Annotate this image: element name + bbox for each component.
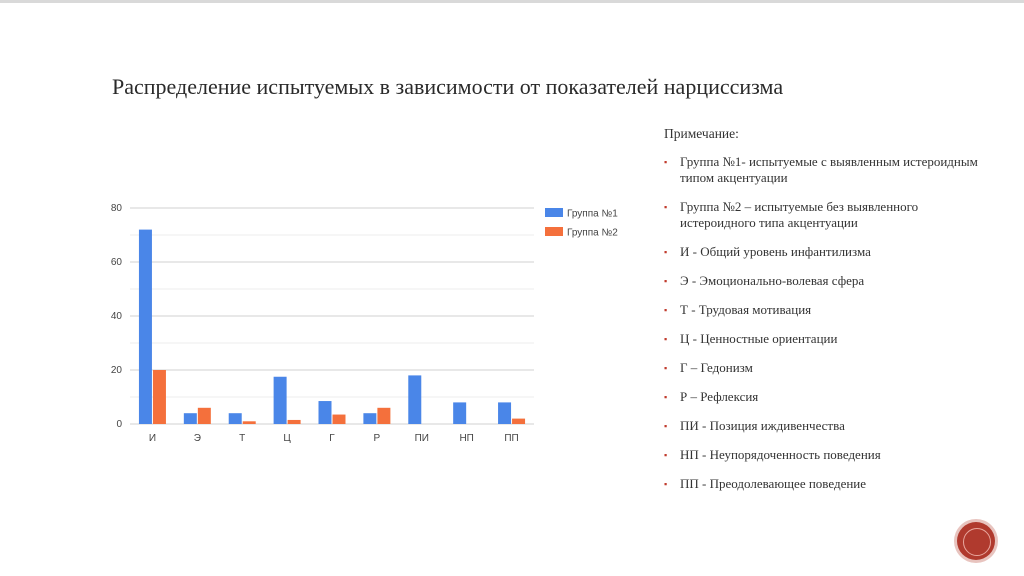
note-text: Э - Эмоционально-волевая сфера xyxy=(680,273,865,288)
bullet-icon: ▪ xyxy=(664,305,668,315)
y-tick-label: 20 xyxy=(110,365,122,376)
bar-group2 xyxy=(243,421,256,424)
note-text: И - Общий уровень инфантилизма xyxy=(680,244,871,259)
x-tick-label: Г xyxy=(329,433,335,444)
note-item xyxy=(664,476,984,492)
y-tick-label: 40 xyxy=(110,311,122,322)
bar-group2 xyxy=(198,408,211,424)
bar-group2 xyxy=(377,408,390,424)
bar-group1 xyxy=(229,413,242,424)
chart-svg xyxy=(96,196,636,450)
bullet-icon: ▪ xyxy=(664,334,668,344)
y-tick-label: 80 xyxy=(110,203,122,214)
note-item xyxy=(664,154,984,186)
note-text: Группа №1- испытуемые с выявленным истероидным типом акцентуации xyxy=(680,154,978,185)
slide-number-badge-ring xyxy=(963,528,991,556)
slide-title: Распределение испытуемых в зависимости от показателей нарциссизма xyxy=(112,74,784,99)
x-tick-label: Р xyxy=(373,433,381,444)
top-rule xyxy=(0,0,1024,3)
note-item xyxy=(664,389,984,405)
y-tick-label: 0 xyxy=(116,419,122,430)
legend-swatch xyxy=(545,227,563,236)
bullet-icon: ▪ xyxy=(664,421,668,431)
notes-list xyxy=(664,154,984,492)
bar-group1 xyxy=(453,402,466,424)
x-tick-label: НП xyxy=(459,433,474,444)
notes-panel xyxy=(664,126,984,505)
bar-group2 xyxy=(333,415,346,424)
bar-group1 xyxy=(319,401,332,424)
bar-group1 xyxy=(274,377,287,424)
x-tick-label: ПП xyxy=(504,433,519,444)
bullet-icon: ▪ xyxy=(664,247,668,257)
note-text: ПП - Преодолевающее поведение xyxy=(680,476,867,491)
note-item xyxy=(664,418,984,434)
note-text: НП - Неупорядоченность поведения xyxy=(680,447,881,462)
bar-group1 xyxy=(408,375,421,424)
x-tick-label: ПИ xyxy=(414,433,429,444)
bullet-icon: ▪ xyxy=(664,276,668,286)
note-item xyxy=(664,331,984,347)
legend-label: Группа №1 xyxy=(567,208,618,220)
x-tick-label: И xyxy=(148,433,157,444)
note-item xyxy=(664,360,984,376)
bullet-icon: ▪ xyxy=(664,392,668,402)
y-tick-label: 60 xyxy=(110,257,122,268)
note-text: Г – Гедонизм xyxy=(680,360,753,375)
bar-group1 xyxy=(498,402,511,424)
bar-group1 xyxy=(363,413,376,424)
bar-chart xyxy=(96,196,636,450)
x-tick-label: Т xyxy=(239,433,246,444)
note-item xyxy=(664,447,984,463)
x-tick-label: Ц xyxy=(283,433,291,444)
note-text: ПИ - Позиция иждивенчества xyxy=(680,418,845,433)
legend-swatch xyxy=(545,208,563,217)
bullet-icon: ▪ xyxy=(664,363,668,373)
x-tick-label: Э xyxy=(193,433,201,444)
bullet-icon: ▪ xyxy=(664,450,668,460)
bullet-icon: ▪ xyxy=(664,157,668,167)
note-text: Ц - Ценностные ориентации xyxy=(680,331,838,346)
note-item xyxy=(664,244,984,260)
note-text: Т - Трудовая мотивация xyxy=(680,302,812,317)
bar-group2 xyxy=(153,370,166,424)
note-text: Группа №2 – испытуемые без выявленного истероидного типа акцентуации xyxy=(680,199,919,230)
note-item xyxy=(664,302,984,318)
note-item xyxy=(664,199,984,231)
slide-number-badge xyxy=(957,522,995,560)
note-item xyxy=(664,273,984,289)
notes-heading: Примечание: xyxy=(664,126,739,141)
legend-label: Группа №2 xyxy=(567,227,618,239)
note-text: Р – Рефлексия xyxy=(680,389,759,404)
bar-group2 xyxy=(288,420,301,424)
bar-group2 xyxy=(512,419,525,424)
bullet-icon: ▪ xyxy=(664,202,668,212)
bar-group1 xyxy=(139,230,152,424)
bar-group1 xyxy=(184,413,197,424)
bullet-icon: ▪ xyxy=(664,479,668,489)
